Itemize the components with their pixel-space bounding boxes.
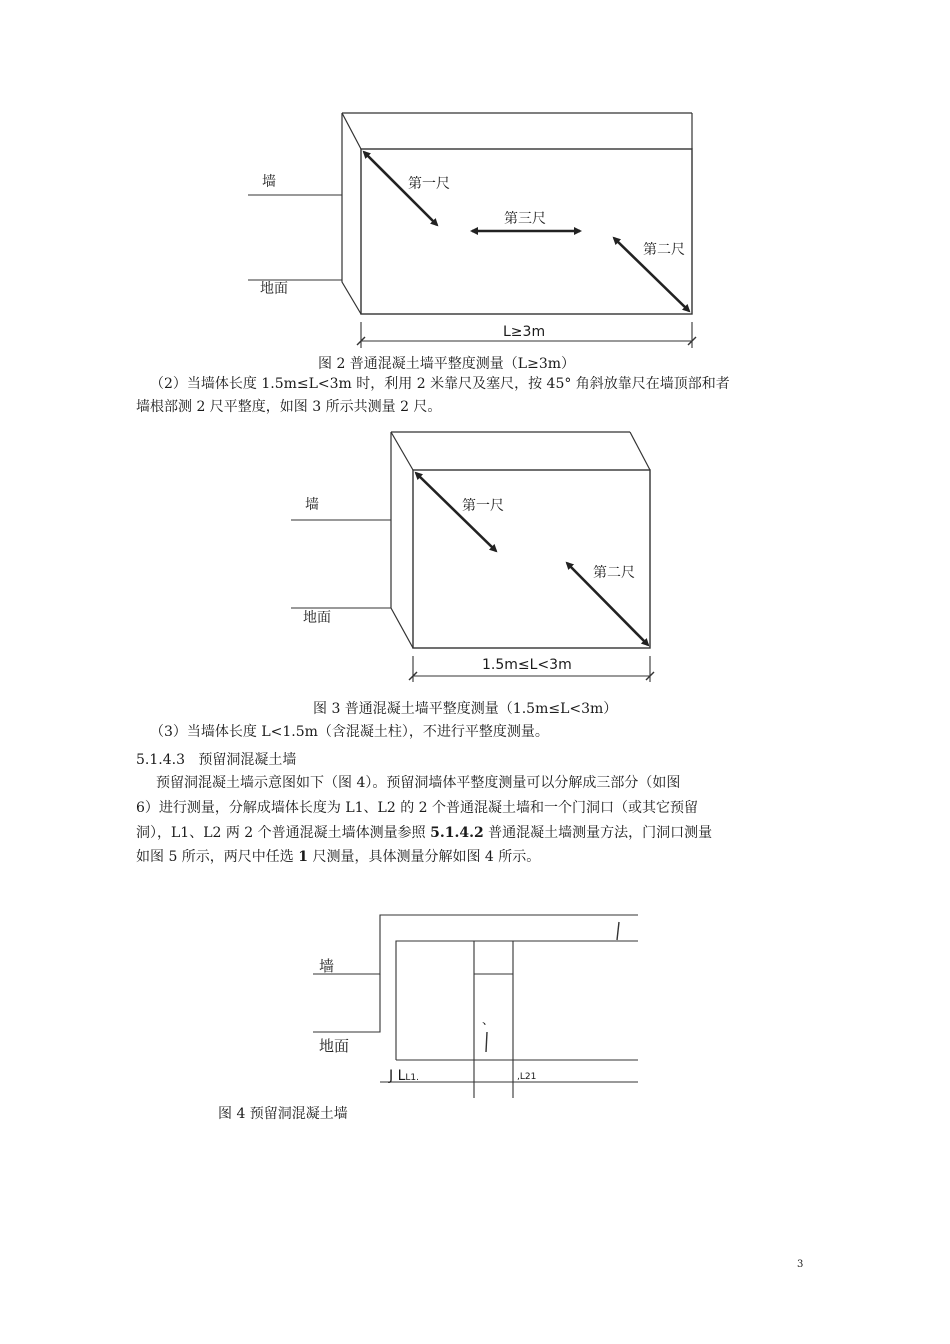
paragraph-2-line-2: 墙根部测 2 尺平整度，如图 3 所示共测量 2 尺。 xyxy=(136,399,442,415)
wall-outer-outline xyxy=(313,915,638,974)
paragraph-4-line-3-text-b: 普通混凝土墙测量方法，门洞口测量 xyxy=(483,825,713,841)
opening-mark xyxy=(486,1032,487,1052)
l1-sub: L1. xyxy=(405,1073,419,1083)
ground-outline xyxy=(313,974,380,1032)
ruler-2-label: 第二尺 xyxy=(593,565,635,581)
ruler-count: 1 xyxy=(298,849,309,865)
ground-label: 地面 xyxy=(260,281,288,297)
wall-inner-top xyxy=(396,941,638,1060)
paragraph-4-line-1: 预留洞混凝土墙示意图如下（图 4）。预留洞墙体平整度测量可以分解成三部分（如图 xyxy=(156,775,681,791)
paragraph-2-line-1: （2）当墙体长度 1.5m≤L<3m 时，利用 2 米靠尺及塞尺，按 45° 角斜放靠尺在墙顶部和者 xyxy=(150,376,730,392)
ruler-2-label: 第二尺 xyxy=(643,242,685,258)
wall-label: 墙 xyxy=(262,174,276,190)
paragraph-4-line-3-text-a: 洞），L1、L2 两 2 个普通混凝土墙体测量参照 xyxy=(136,825,431,841)
ruler-1-label: 第一尺 xyxy=(408,176,450,192)
paragraph-4-line-4-text-b: 尺测量，具体测量分解如图 4 所示。 xyxy=(308,849,541,865)
paragraph-4-line-4-text-a: 如图 5 所示，两尺中任选 xyxy=(136,849,299,865)
paragraph-4-line-2: 6）进行测量，分解成墙体长度为 L1、L2 的 2 个普通混凝土墙和一个门洞口（或其它预留 xyxy=(136,800,699,816)
section-reference: 5.1.4.2 xyxy=(430,825,484,841)
figure-2-caption: 图 2 普通混凝土墙平整度测量（L≥3m） xyxy=(318,356,576,372)
l1-label xyxy=(388,1068,419,1084)
wall-label: 墙 xyxy=(305,497,319,513)
dimension-label: L≥3m xyxy=(503,324,546,340)
section-title: 预留洞混凝土墙 xyxy=(198,752,297,768)
figure-4-caption: 图 4 预留洞混凝土墙 xyxy=(218,1106,348,1122)
opening-small-mark: 、 xyxy=(482,1013,495,1027)
page-number: 3 xyxy=(797,1259,804,1270)
ground-label: 地面 xyxy=(303,610,331,626)
l2-label: ,L21 xyxy=(517,1072,537,1082)
ruler-1-label: 第一尺 xyxy=(462,498,504,514)
dimension-label: 1.5m≤L<3m xyxy=(482,657,572,673)
figure-3-caption: 图 3 普通混凝土墙平整度测量（1.5m≤L<3m） xyxy=(313,701,618,717)
ruler-3-label: 第三尺 xyxy=(504,211,546,227)
paragraph-3: （3）当墙体长度 L<1.5m（含混凝土柱），不进行平整度测量。 xyxy=(150,724,549,740)
top-right-mark xyxy=(617,922,619,940)
wall-label: 墙 xyxy=(319,957,335,975)
section-number: 5.1.4.3 xyxy=(136,752,185,768)
ground-label: 地面 xyxy=(319,1037,350,1055)
l1-main: J L xyxy=(389,1068,406,1084)
